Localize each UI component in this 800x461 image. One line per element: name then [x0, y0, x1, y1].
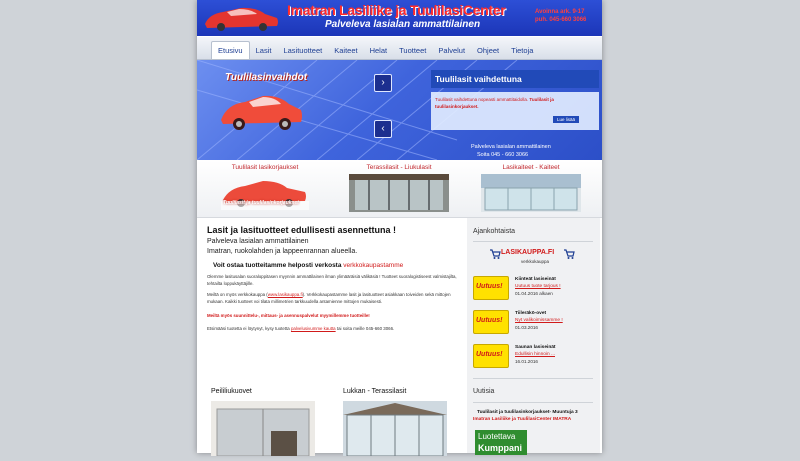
verkkokauppa-link[interactable]: www.lasikauppa.fi	[267, 292, 303, 297]
news-item	[473, 344, 598, 374]
feature-caption: Tuulilasit ja tuulilasinkorjaukset	[223, 200, 299, 206]
nav-item-tietoja[interactable]: Tietoja	[511, 46, 534, 55]
car-thumbnail-image	[215, 174, 315, 212]
shop-link[interactable]: verkkokaupastamme	[343, 262, 404, 269]
intro-line2: Imatran, ruokolahden ja lappeenrannan alueella.	[207, 247, 358, 255]
shop-text: Voit ostaa tuotteitamme helposti verkosta	[213, 262, 342, 269]
shopping-cart-icon	[563, 248, 575, 260]
feature-row	[197, 161, 602, 218]
glass-railing-image	[481, 174, 581, 212]
services-note: Meiltä myös suunnittelu-, mittaus- ja asennuspalvelut myymillemme tuotteille!	[207, 313, 370, 318]
paragraph-1: Olemme lasitusalan suoraloppitasen myynnin ammattilainen ilman ylimääräisiä välikäsiä ! Tuotteet suoralogistiseest valmistajilta, tehtailta loppukäyttäjille.	[207, 274, 457, 286]
mirror-door-image	[211, 401, 315, 456]
slider-headline: Tuulilasinvaihdot	[225, 72, 308, 83]
paragraph-2	[207, 292, 465, 305]
main-content	[207, 225, 465, 333]
slider-panel	[431, 92, 599, 130]
sidebar-heading: Ajankohtaista	[473, 228, 516, 235]
paragraph-3-rest: tai soita meille 045-660 3066.	[336, 326, 395, 331]
news-item	[473, 276, 598, 306]
page	[197, 0, 602, 453]
logo-name: LASIKAUPPA.FI	[501, 249, 555, 256]
news-title: Saunan lasiseinät	[515, 345, 556, 350]
site-title[interactable]: Imatran Lasiliike ja TuulilasiCenter	[287, 2, 506, 18]
news-date: 01.03.2016	[515, 325, 538, 330]
main-navigation	[197, 37, 602, 60]
uutuus-badge: Uutuus!	[473, 276, 509, 300]
feature-lasikaiteet[interactable]	[471, 164, 591, 214]
intro-line1: Palveleva lasialan ammattilainen	[207, 238, 309, 245]
logo-subtitle: verkkokauppa	[521, 259, 550, 264]
site-subtitle: Palveleva lasialan ammattilainen	[325, 19, 481, 30]
lasikauppa-logo[interactable]	[489, 248, 575, 268]
product-terassilasit[interactable]	[343, 388, 453, 461]
page-title: Lasit ja lasituotteet edullisesti asennettuna !	[207, 225, 397, 235]
nav-item-etusivu[interactable]: Etusivu	[211, 41, 250, 59]
uutisia-heading: Uutisia	[473, 388, 495, 395]
news-title: Kiinteät lasiseinät	[515, 277, 556, 282]
uutisia-link[interactable]: Imatran Lasiliike ja TuulilasiCenter IMATRA	[473, 417, 572, 422]
feature-title[interactable]: Lasikaiteet - Kaiteet	[502, 164, 560, 171]
nav-item-helat[interactable]: Helat	[369, 46, 388, 55]
news-link[interactable]: Nyt valikoimissamme !	[515, 318, 563, 323]
news-link[interactable]: Uutuus tuote tarjous !	[515, 284, 561, 289]
divider	[473, 378, 593, 379]
service-page-link[interactable]: palvelusivumme kautta	[290, 326, 336, 331]
news-link[interactable]: Edullisin hinnoin ...	[515, 352, 555, 357]
feature-tuulilasit[interactable]	[205, 164, 325, 214]
paragraph-3	[207, 326, 465, 333]
slider-panel-link[interactable]: Tuulilasit ja tuulilasinkorjaukset.	[435, 97, 554, 109]
feature-terassilasit[interactable]	[339, 164, 459, 214]
hero-slider	[197, 60, 602, 160]
paragraph-2-text: Meiltä on myös verkkokauppa (	[207, 292, 268, 297]
divider	[473, 402, 593, 403]
slider-prev-button[interactable]: ‹	[374, 120, 392, 138]
slider-panel-title: Tuulilasit vaihdettuna	[431, 70, 599, 88]
divider	[473, 241, 593, 242]
product-title[interactable]: Peililiukuovet	[211, 388, 252, 395]
slider-panel-text: Tuulilasit vaihdettuna nopeasti ammattitaidolla.	[435, 97, 529, 102]
terrace-glass-image	[349, 174, 449, 212]
product-title[interactable]: Lukkan - Terassilasit	[343, 388, 407, 395]
nav-item-palvelut[interactable]: Palvelut	[438, 46, 466, 55]
intro-text	[207, 237, 465, 256]
shopping-cart-icon	[489, 248, 501, 260]
nav-item-lasituotteet[interactable]: Lasituotteet	[283, 46, 323, 55]
sidebar	[467, 218, 600, 453]
trust-line2: Kumppani	[478, 443, 522, 453]
trust-line1: Luotettava	[478, 432, 516, 441]
nav-item-ohjeet[interactable]: Ohjeet	[477, 46, 500, 55]
trust-badge[interactable]	[475, 430, 527, 455]
paragraph-2-rest: ). Verkkokaupastamme lasit ja lasituotteet asiakkaan toiveiden sekä mittojen mukaan. Kaikki tuotteet voi tilata millimetrien tarkkuudella antamienne mittojen mukaisesti.	[207, 292, 451, 304]
paragraph-3-text: Etsimääsi tuotetta ei löytynyt, kysy tuotetta	[207, 326, 290, 331]
news-item	[473, 310, 598, 340]
car-logo-icon	[201, 2, 281, 34]
product-peililiukuovet[interactable]	[211, 388, 321, 461]
uutisia-item: Tuulilasit ja tuulilasinkorjaukset- Muuntuja 3	[477, 410, 578, 415]
sports-car-image	[217, 86, 305, 136]
nav-item-lasit[interactable]: Lasit	[255, 46, 272, 55]
site-header	[197, 0, 602, 36]
uutuus-badge: Uutuus!	[473, 310, 509, 334]
read-more-button[interactable]: Lue lisää	[553, 116, 579, 123]
nav-item-kaiteet[interactable]: Kaiteet	[334, 46, 358, 55]
opening-hours: Avoinna ark. 9-17	[535, 9, 585, 15]
terrace-photo-image	[343, 401, 447, 456]
slider-next-button[interactable]: ›	[374, 74, 392, 92]
slider-footer-line1: Palveleva lasialan ammattilainen	[471, 144, 551, 150]
feature-title[interactable]: Tuulilasit lasikorjaukset	[231, 164, 299, 171]
news-date: 01.04.2016 alkaen	[515, 291, 553, 296]
uutuus-badge: Uutuus!	[473, 344, 509, 368]
news-date: 16.01.2016	[515, 359, 538, 364]
shop-line	[207, 262, 465, 269]
phone-number: puh. 045-660 3066	[535, 17, 587, 23]
feature-title[interactable]: Terassilasit - Liukulasit	[366, 164, 432, 171]
slider-footer-line2: Soita 045 - 660 3066	[477, 152, 529, 158]
nav-item-tuotteet[interactable]: Tuotteet	[399, 46, 427, 55]
news-title: Tiileräkö-ovet	[515, 311, 547, 316]
